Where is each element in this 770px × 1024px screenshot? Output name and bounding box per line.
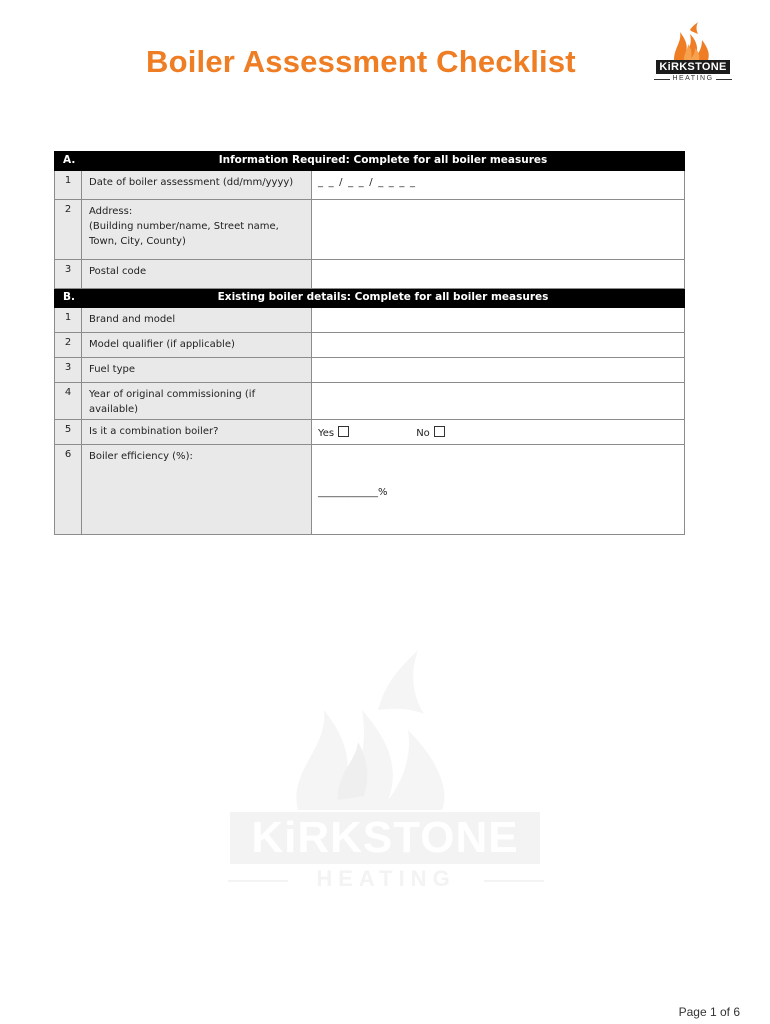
watermark-flame-icon: [228, 650, 544, 810]
flame-icon: [652, 22, 734, 62]
table-row: [55, 383, 685, 420]
row-number: 5: [55, 420, 82, 445]
no-option[interactable]: [416, 428, 445, 439]
field-label: Is it a combination boiler?: [82, 420, 312, 445]
combination-boiler-field: [312, 420, 685, 445]
watermark-divider: [484, 880, 544, 882]
table-row: [55, 445, 685, 535]
efficiency-placeholder: ____________%: [318, 487, 388, 498]
field-label: Year of original commissioning (if available): [82, 383, 312, 420]
no-checkbox[interactable]: [434, 426, 445, 437]
field-label: Address: (Building number/name, Street name, Town, City, County): [82, 200, 312, 260]
no-label: No: [416, 428, 430, 439]
table-row: [55, 333, 685, 358]
table-row: [55, 358, 685, 383]
table-row: [55, 420, 685, 445]
section-a-header: [55, 152, 685, 171]
yes-checkbox[interactable]: [338, 426, 349, 437]
yes-label: Yes: [318, 428, 335, 439]
postal-code-field[interactable]: [312, 260, 685, 289]
field-label: Model qualifier (if applicable): [82, 333, 312, 358]
row-number: 6: [55, 445, 82, 535]
company-logo: [652, 22, 734, 84]
row-number: 2: [55, 200, 82, 260]
model-qualifier-field[interactable]: [312, 333, 685, 358]
table-row: [55, 308, 685, 333]
address-field[interactable]: [312, 200, 685, 260]
date-placeholder: _ _ / _ _ / _ _ _ _: [318, 177, 417, 188]
efficiency-field[interactable]: [312, 445, 685, 535]
section-b-header: [55, 289, 685, 308]
field-label: Brand and model: [82, 308, 312, 333]
page-number: Page 1 of 6: [678, 1005, 740, 1019]
section-heading: Information Required: Complete for all boiler measures: [82, 152, 685, 171]
field-label: Postal code: [82, 260, 312, 289]
watermark-subtitle: HEATING: [316, 866, 456, 891]
logo-wordmark: KiRKSTONE: [656, 60, 730, 74]
table-row: [55, 260, 685, 289]
field-label: Boiler efficiency (%):: [82, 445, 312, 535]
section-heading: Existing boiler details: Complete for all boiler measures: [82, 289, 685, 308]
watermark-wordmark: KiRKSTONE: [230, 812, 540, 864]
row-number: 4: [55, 383, 82, 420]
checklist-table: [54, 151, 685, 535]
assessment-date-field[interactable]: [312, 171, 685, 200]
fuel-type-field[interactable]: [312, 358, 685, 383]
table-row: [55, 200, 685, 260]
logo-divider: [716, 79, 732, 80]
row-number: 3: [55, 358, 82, 383]
row-number: 2: [55, 333, 82, 358]
brand-model-field[interactable]: [312, 308, 685, 333]
watermark: [228, 650, 544, 895]
yes-option[interactable]: [318, 426, 413, 439]
row-number: 3: [55, 260, 82, 289]
table-row: [55, 171, 685, 200]
page-title: Boiler Assessment Checklist: [146, 44, 576, 79]
section-letter: B.: [55, 289, 82, 308]
section-letter: A.: [55, 152, 82, 171]
field-label: Fuel type: [82, 358, 312, 383]
field-label: Date of boiler assessment (dd/mm/yyyy): [82, 171, 312, 200]
row-number: 1: [55, 171, 82, 200]
row-number: 1: [55, 308, 82, 333]
commissioning-year-field[interactable]: [312, 383, 685, 420]
logo-subtitle: HEATING: [672, 75, 714, 82]
